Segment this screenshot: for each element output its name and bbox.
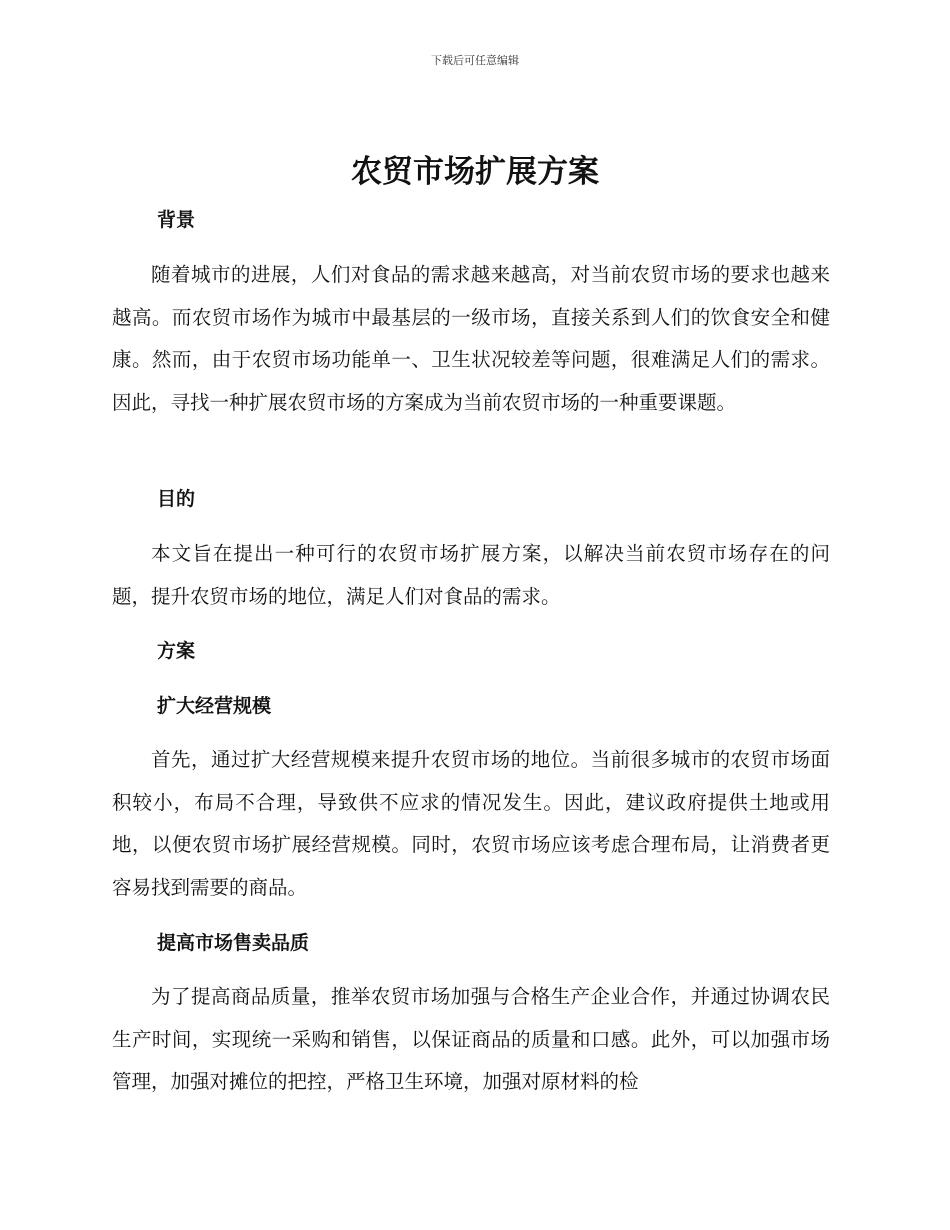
section-heading-purpose: 目的 [157, 488, 196, 510]
section-heading-expand-scale: 扩大经营规模 [157, 695, 272, 717]
section-paragraph-background: 随着城市的进展，人们对食品的需求越来越高，对当前农贸市场的要求也越来越高。而农贸市场作为城市中最基层的一级市场，直接关系到人们的饮食安全和健康。然而，由于农贸市场功能单一、卫生状况较差等问题，很难满足人们的需求。因此，寻找一种扩展农贸市场的方案成为当前农贸市场的一种重要课题。 [112, 263, 830, 414]
section-paragraph-improve-quality: 为了提高商品质量，推举农贸市场加强与合格生产企业合作，并通过协调农民生产时间，实现统一采购和销售，以保证商品的质量和口感。此外，可以加强市场管理，加强对摊位的把控，严格卫生环境，加强对原材料的检 [112, 985, 830, 1093]
document-title: 农贸市场扩展方案 [351, 154, 599, 190]
section-paragraph-expand-scale: 首先，通过扩大经营规模来提升农贸市场的地位。当前很多城市的农贸市场面积较小，布局不合理，导致供不应求的情况发生。因此，建议政府提供土地或用地，以便农贸市场扩展经营规模。同时，农贸市场应该考虑合理布局，让消费者更容易找到需要的商品。 [112, 748, 830, 899]
section-paragraph-purpose: 本文旨在提出一种可行的农贸市场扩展方案，以解决当前农贸市场存在的问题，提升农贸市场的地位，满足人们对食品的需求。 [112, 542, 830, 608]
page-header: 下载后可任意编辑 [431, 54, 519, 67]
section-heading-background: 背景 [157, 209, 196, 231]
section-heading-plan: 方案 [157, 640, 196, 662]
section-heading-improve-quality: 提高市场售卖品质 [157, 932, 310, 954]
